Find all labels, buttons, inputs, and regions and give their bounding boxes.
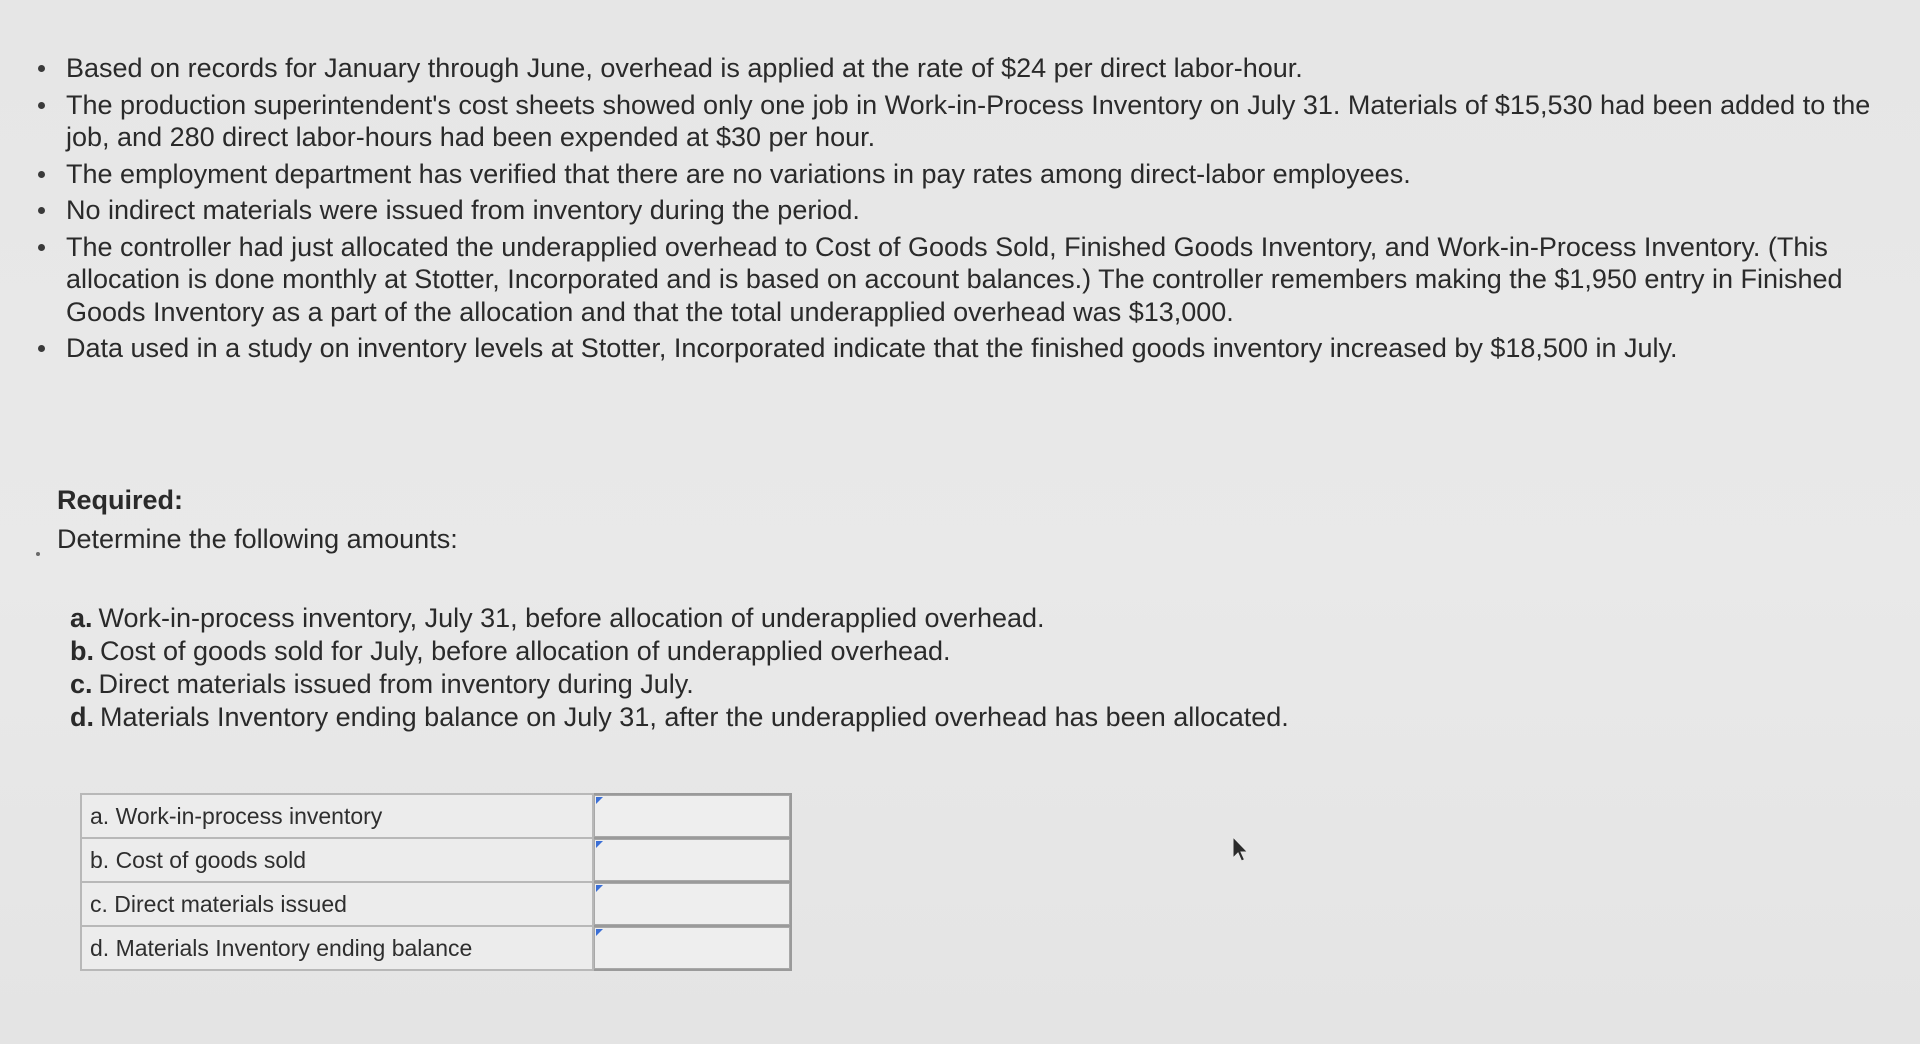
bullet-dot-icon [38,207,45,214]
list-item [36,194,1896,227]
bullet-text: Based on records for January through June, overhead is applied at the rate of $24 per direct labor-hour. [66,53,1303,83]
wip-inventory-input[interactable] [594,795,790,837]
part-text: Cost of goods sold for July, before allocation of underapplied overhead. [100,636,951,666]
bullet-text: The controller had just allocated the underapplied overhead to Cost of Goods Sold, Finished Goods Inventory, and Work-in-Process Inventory. (This allocation is done monthly at Stotter, Incorporated and is based on account balances.) The controller remembers making the $1,950 entry in Finished Goods Inventory as a part of the allocation and that the total underapplied overhead was $13,000. [66,231,1843,327]
part-text: Direct materials issued from inventory during July. [98,669,694,699]
part-letter: c. [70,669,93,699]
bullet-dot-icon [38,244,45,251]
part-item-a [70,602,1289,635]
row-label: a. Work-in-process inventory [81,794,593,838]
direct-materials-issued-input[interactable] [594,883,790,925]
input-marker-icon [596,841,603,848]
mouse-pointer-icon [1230,836,1250,864]
bullet-text: Data used in a study on inventory levels at Stotter, Incorporated indicate that the finished goods inventory increased by $18,500 in July. [66,333,1678,363]
bullet-dot-icon [38,345,45,352]
list-item [36,158,1896,191]
materials-ending-balance-input[interactable] [594,927,790,969]
answer-cell [593,926,791,970]
part-letter: d. [70,702,94,732]
bullet-dot-icon [38,102,45,109]
list-item [36,332,1896,365]
required-heading: Required: [57,485,184,515]
part-item-c [70,668,1289,701]
table-row [81,926,791,970]
row-label: b. Cost of goods sold [81,838,593,882]
list-item [36,231,1896,329]
bullet-dot-icon [38,65,45,72]
stray-dot-icon [36,552,40,556]
table-row [81,794,791,838]
input-marker-icon [596,797,603,804]
table-row [81,882,791,926]
input-marker-icon [596,885,603,892]
cost-of-goods-sold-input[interactable] [594,839,790,881]
input-marker-icon [596,929,603,936]
part-letter: a. [70,603,93,633]
answer-cell [593,882,791,926]
bullet-text: No indirect materials were issued from inventory during the period. [66,195,860,225]
bullet-text: The production superintendent's cost sheets showed only one job in Work-in-Process Inventory on July 31. Materials of $15,530 had been added to the job, and 280 direct labor-hours had been expended at $30 per hour. [66,89,1871,152]
part-text: Work-in-process inventory, July 31, before allocation of underapplied overhead. [98,603,1045,633]
answer-cell [593,794,791,838]
part-item-b [70,635,1289,668]
answer-cell [593,838,791,882]
answer-table [80,793,792,971]
list-item [36,89,1896,154]
instruction-text: Determine the following amounts: [57,524,458,554]
part-letter: b. [70,636,94,666]
list-item [36,52,1896,85]
required-parts-list [70,602,1289,734]
bullet-dot-icon [38,171,45,178]
bullet-text: The employment department has verified that there are no variations in pay rates among direct-labor employees. [66,158,1411,189]
table-row [81,838,791,882]
row-label: c. Direct materials issued [81,882,593,926]
given-information-list [36,52,1896,369]
part-text: Materials Inventory ending balance on July 31, after the underapplied overhead has been allocated. [100,702,1289,732]
part-item-d [70,701,1289,734]
row-label: d. Materials Inventory ending balance [81,926,593,970]
